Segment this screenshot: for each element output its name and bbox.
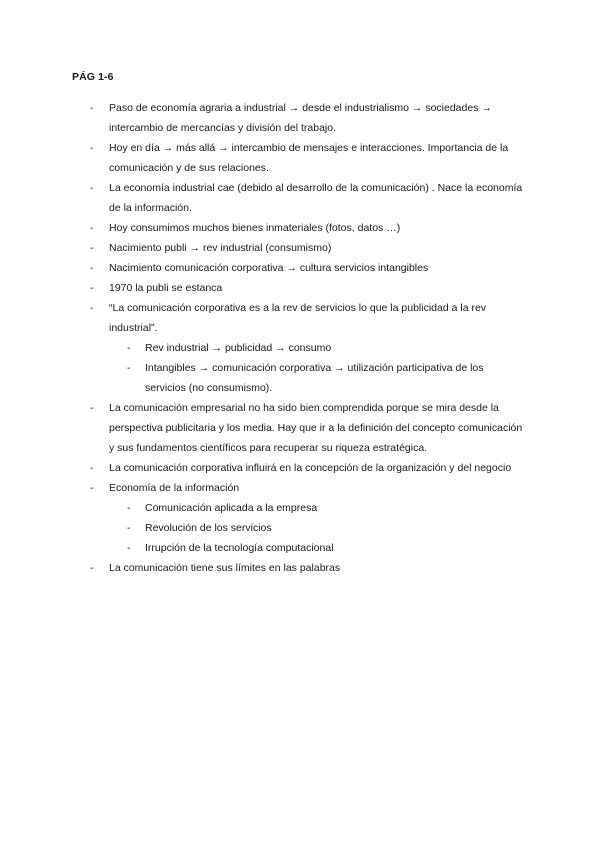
list-item-text: Hoy consumimos muchos bienes inmateriales (fotos, datos …): [109, 222, 401, 234]
list-item: [0, 138, 524, 178]
bullet-dash: -: [127, 502, 131, 514]
bullet-dash: -: [90, 262, 94, 274]
list-item: [0, 258, 524, 278]
list-item: [0, 458, 524, 478]
bullet-dash: -: [90, 242, 94, 254]
sub-list-item: [0, 358, 520, 398]
page-title: PÁG 1-6: [72, 71, 114, 83]
list-item-text: 1970 la publi se estanca: [109, 282, 223, 294]
bullet-dash: -: [127, 342, 131, 354]
list-item-text: “La comunicación corporativa es a la rev de servicios lo que la publicidad a la rev industrial”.: [109, 302, 487, 334]
list-item: [0, 278, 524, 298]
bullet-dash: -: [90, 482, 94, 494]
bullet-dash: -: [90, 562, 94, 574]
list-item-text: Nacimiento comunicación corporativa → cultura servicios intangibles: [109, 262, 429, 274]
list-item-text: Economía de la información: [109, 482, 240, 494]
sub-list-item: [0, 338, 520, 358]
list-item: [0, 478, 524, 498]
list-item-text: Comunicación aplicada a la empresa: [145, 502, 318, 514]
list-item-text: La comunicación empresarial no ha sido bien comprendida porque se mira desde la perspectiva publicitaria y los media. Hay que ir a la definición del concepto comunicación y sus fundamentos científicos para recuperar su riqueza estratégica.: [109, 402, 523, 454]
bullet-dash: -: [90, 302, 94, 314]
bullet-dash: -: [127, 522, 131, 534]
list-item: [0, 298, 524, 338]
bullet-dash: -: [90, 182, 94, 194]
list-item: [0, 218, 524, 238]
list-item: [0, 558, 524, 578]
bullet-dash: -: [90, 402, 94, 414]
list-item: [0, 238, 524, 258]
sub-list-item: [0, 498, 520, 518]
list-item-text: Revolución de los servicios: [145, 522, 272, 534]
list-item: [0, 178, 524, 218]
bullet-dash: -: [127, 362, 131, 374]
notes-list: [0, 98, 600, 578]
list-item-text: La comunicación tiene sus límites en las palabras: [109, 562, 341, 574]
list-item-text: La comunicación corporativa influirá en la concepción de la organización y del negocio: [109, 462, 512, 474]
sub-list-item: [0, 538, 520, 558]
list-item-text: La economía industrial cae (debido al desarrollo de la comunicación) . Nace la economía de la información.: [109, 182, 523, 214]
bullet-dash: -: [90, 102, 94, 114]
bullet-dash: -: [90, 222, 94, 234]
bullet-dash: -: [90, 142, 94, 154]
list-item-text: Irrupción de la tecnología computacional: [145, 542, 334, 554]
list-item-text: Paso de economía agraria a industrial → desde el industrialismo → sociedades → intercambio de mercancías y división del trabajo.: [109, 102, 492, 134]
list-item: [0, 398, 524, 458]
bullet-dash: -: [90, 462, 94, 474]
bullet-dash: -: [127, 542, 131, 554]
list-item: [0, 98, 524, 138]
list-item-text: Nacimiento publi → rev industrial (consumismo): [109, 242, 332, 254]
sub-list-item: [0, 518, 520, 538]
list-item-text: Intangibles → comunicación corporativa → utilización participativa de los servicios (no consumismo).: [145, 362, 484, 394]
list-item-text: Rev industrial → publicidad → consumo: [145, 342, 332, 354]
list-item-text: Hoy en día → más allá → intercambio de mensajes e interacciones. Importancia de la comunicación y de sus relaciones.: [109, 142, 509, 174]
bullet-dash: -: [90, 282, 94, 294]
